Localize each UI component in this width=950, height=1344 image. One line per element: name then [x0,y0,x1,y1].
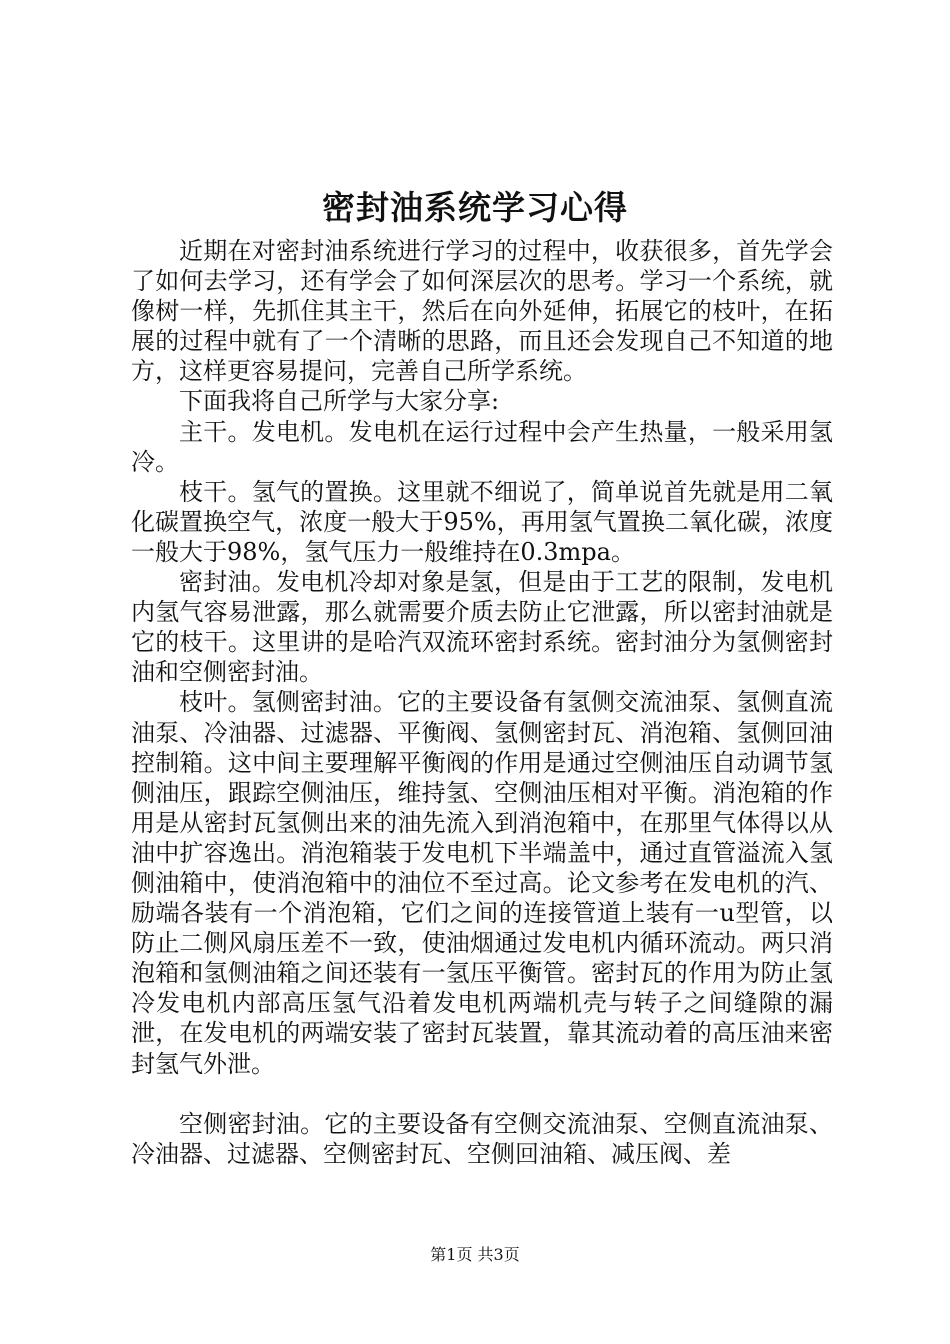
paragraph-hydrogen-side: 枝叶。氢侧密封油。它的主要设备有氢侧交流油泵、氢侧直流油泵、冷油器、过滤器、平衡阀、氢侧密封瓦、消泡箱、氢侧回油控制箱。这中间主要理解平衡阀的作用是通过空侧油压自动调节氢侧油压，跟踪空侧油压，维持氢、空侧油压相对平衡。消泡箱的作用是从密封瓦氢侧出来的油先流入到消泡箱中，在那里气体得以从油中扩容逸出。消泡箱装于发电机下半端盖中，通过直管溢流入氢侧油箱中，使消泡箱中的油位不至过高。论文参考在发电机的汽、励端各装有一个消泡箱，它们之间的连接管道上装有一u型管，以防止二侧风扇压差不一致，使油烟通过发电机内循环流动。两只消泡箱和氢侧油箱之间还装有一氢压平衡管。密封瓦的作用为防止氢冷发电机内部高压氢气沿着发电机两端机壳与转子之间缝隙的漏泄，在发电机的两端安装了密封瓦装置，靠其流动着的高压油来密封氢气外泄。 [131,688,833,1078]
paragraph-intro: 近期在对密封油系统进行学习的过程中，收获很多，首先学会了如何去学习，还有学会了如何深层次的思考。学习一个系统，就像树一样，先抓住其主干，然后在向外延伸，拓展它的枝叶，在拓展的过程中就有了一个清晰的思路，而且还会发现自己不知道的地方，这样更容易提问，完善自己所学系统。 [131,237,833,386]
document-body [131,236,833,1169]
paragraph-branch-hydrogen: 枝干。氢气的置换。这里就不细说了，简单说首先就是用二氧化碳置换空气，浓度一般大于95%，再用氢气置换二氧化碳，浓度一般大于98%，氢气压力一般维持在0.3mpa。 [131,477,833,566]
paragraph-share: 下面我将自己所学与大家分享: [179,387,500,416]
paragraph-seal-oil: 密封油。发电机冷却对象是氢，但是由于工艺的限制，发电机内氢气容易泄露，那么就需要介质去防止它泄露，所以密封油就是它的枝干。这里讲的是哈汽双流环密封系统。密封油分为氢侧密封油和空侧密封油。 [131,568,833,687]
paragraph-trunk: 主干。发电机。发电机在运行过程中会产生热量，一般采用氢冷。 [131,417,833,476]
document-title: 密封油系统学习心得 [322,188,628,227]
page-number-footer: 第1页 共3页 [430,1245,520,1264]
paragraph-air-side: 空侧密封油。它的主要设备有空侧交流油泵、空侧直流油泵、冷油器、过滤器、空侧密封瓦、空侧回油箱、减压阀、差 [131,1109,833,1168]
